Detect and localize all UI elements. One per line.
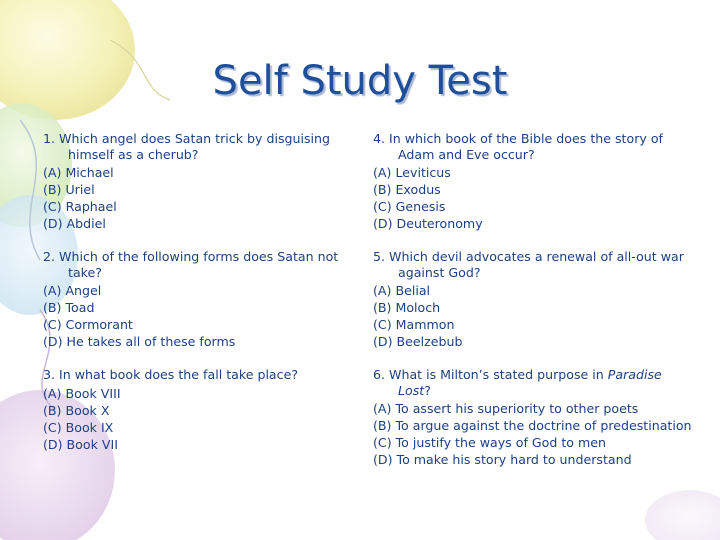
question-block: [43, 249, 353, 350]
answer-option: (B) Exodus: [373, 182, 441, 197]
answer-option: (B) Uriel: [43, 182, 95, 197]
question-prompt: 1. Which angel does Satan trick by disguising himself as a cherub?: [43, 131, 331, 162]
question-block: [43, 131, 353, 232]
answer-option: (B) To argue against the doctrine of predestination: [373, 418, 692, 433]
answer-option: (B) Book X: [43, 402, 110, 418]
answer-option: (D) Deuteronomy: [373, 216, 483, 231]
answer-option: (D) Abdiel: [43, 216, 106, 231]
answer-option: (B) Toad: [43, 300, 95, 315]
questions-column-left: [43, 131, 353, 453]
work-title: Paradise Lost: [398, 367, 662, 398]
question-prompt: 3. In what book does the fall take place?: [43, 367, 299, 382]
question-prompt: 4. In which book of the Bible does the story of Adam and Eve occur?: [373, 131, 663, 162]
answer-option: (D) He takes all of these forms: [43, 334, 236, 349]
question-prompt: [373, 367, 693, 398]
answer-option: (C) Book IX: [43, 419, 114, 435]
answer-option: (B) Moloch: [373, 300, 441, 315]
questions-column-right: [373, 131, 693, 468]
question-block: [373, 249, 693, 350]
answer-option: (C) Raphael: [43, 199, 117, 214]
question-prompt: 5. Which devil advocates a renewal of all-out war against God?: [373, 249, 684, 280]
answer-option: (A) Leviticus: [373, 165, 451, 180]
answer-option: (D) To make his story hard to understand: [373, 452, 632, 467]
faint-balloon: [645, 490, 720, 540]
answer-option: (D) Beelzebub: [373, 334, 463, 349]
prompt-text: 6. What is Milton’s stated purpose in: [373, 367, 604, 382]
question-block: [43, 367, 353, 453]
answer-option: (A) Book VIII: [43, 385, 121, 401]
answer-option: (D) Book VII: [43, 436, 118, 452]
answer-option: (C) To justify the ways of God to men: [373, 435, 606, 450]
answer-option: (C) Genesis: [373, 199, 446, 214]
answer-option: (A) To assert his superiority to other poets: [373, 401, 639, 416]
answer-option: (C) Mammon: [373, 317, 455, 332]
answer-option: (A) Michael: [43, 165, 114, 180]
prompt-punct: ?: [424, 382, 431, 398]
slide-title: Self Study Test: [212, 58, 508, 104]
question-block: [373, 367, 693, 468]
question-prompt: 2. Which of the following forms does Satan not take?: [43, 249, 339, 280]
answer-option: (C) Cormorant: [43, 317, 133, 332]
answer-option: (A) Angel: [43, 283, 102, 298]
question-block: [373, 131, 693, 232]
answer-option: (A) Belial: [373, 283, 431, 298]
